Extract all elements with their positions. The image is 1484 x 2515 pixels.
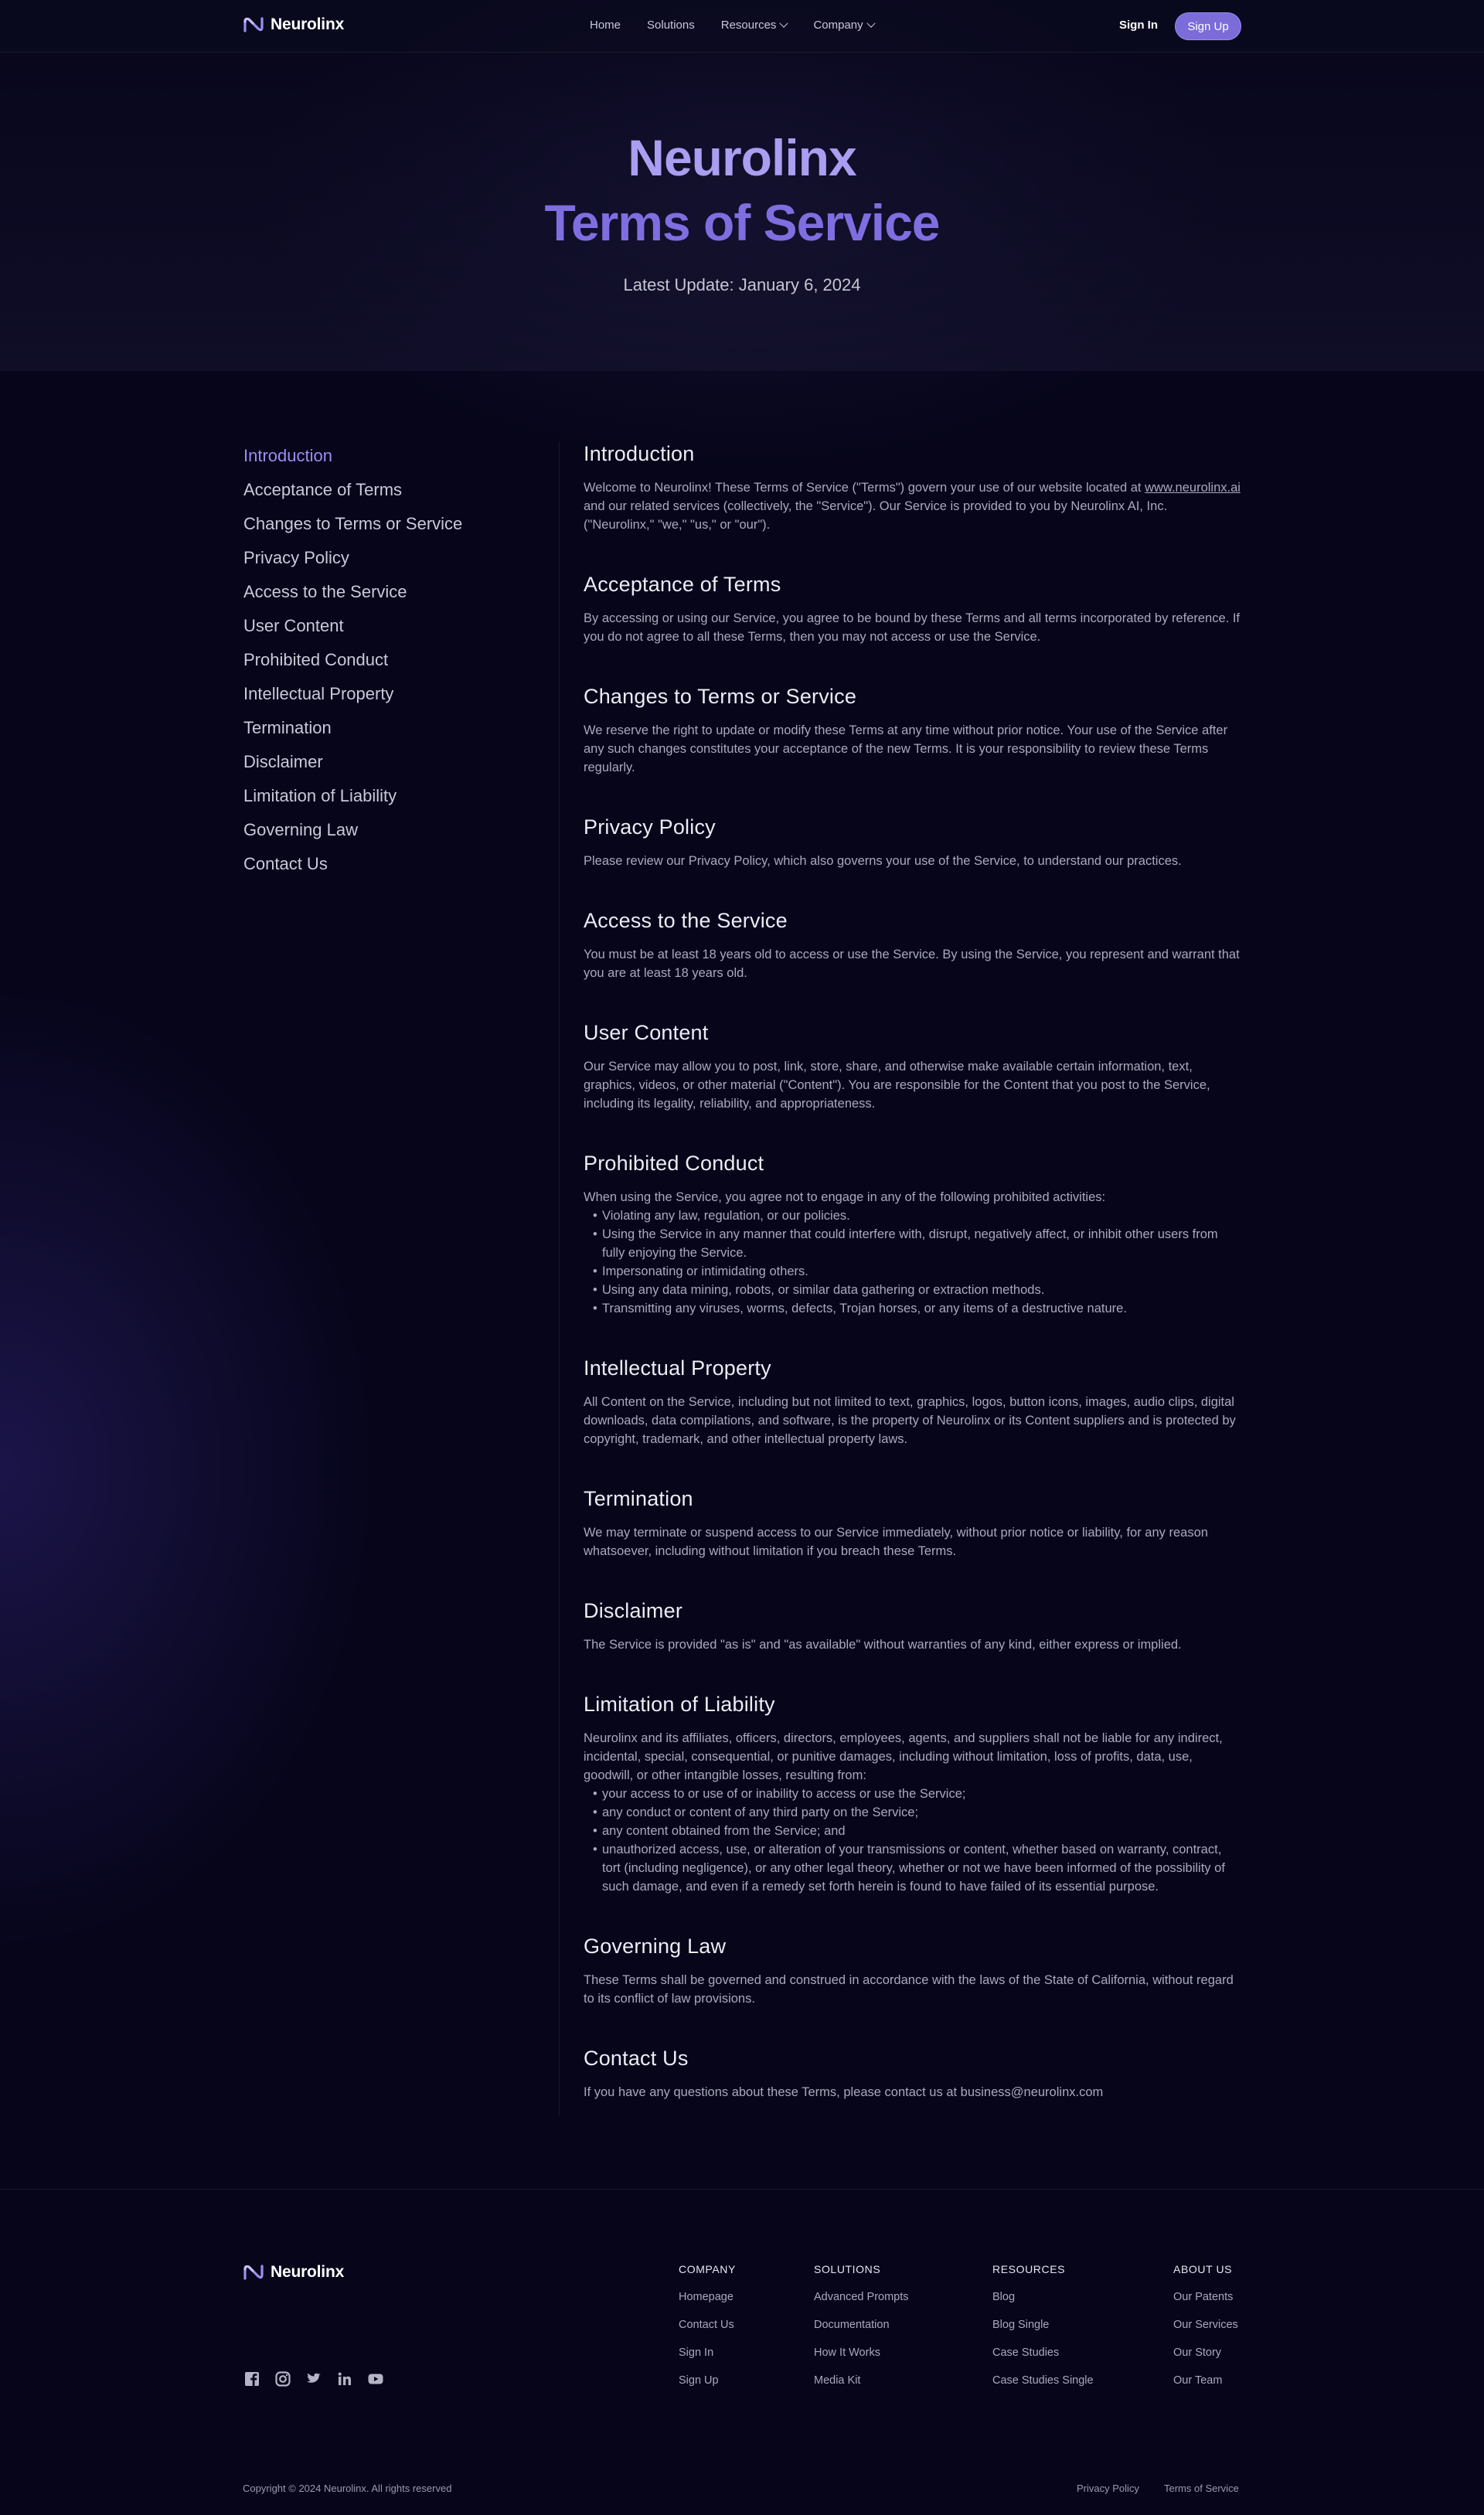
section-body	[584, 478, 1241, 534]
section-body: If you have any questions about these Terms, please contact us at business@neurolinx.com	[584, 2085, 1104, 2099]
section-body: By accessing or using our Service, you agree to be bound by these Terms and all terms incorporated by reference. If you do not agree to all these Terms, then you may not access or use the Service.	[584, 611, 1240, 644]
nav-solutions[interactable]	[647, 19, 695, 32]
logo-text: Neurolinx	[271, 2263, 345, 2281]
section-title: Governing Law	[584, 1935, 727, 1958]
section-body: Please review our Privacy Policy, which also governs your use of the Service, to understand our practices.	[584, 854, 1182, 868]
list-item: • Impersonating or intimidating others.	[593, 1262, 1241, 1281]
section-access	[584, 909, 1241, 982]
toc-disclaimer[interactable]: Disclaimer	[243, 752, 323, 771]
toc-contact-us[interactable]: Contact Us	[243, 854, 328, 873]
section-title: Intellectual Property	[584, 1356, 771, 1380]
section-title: Limitation of Liability	[584, 1693, 775, 1716]
toc-user-content[interactable]: User Content	[243, 616, 344, 635]
footer-link[interactable]: Our Story	[1173, 2347, 1222, 2359]
section-title: Privacy Policy	[584, 815, 716, 839]
section-governing-law	[584, 1935, 1241, 2008]
list-item: • Using the Service in any manner that could interfere with, disrupt, negatively affect, or inhibit other users from fully enjoying the Service.	[593, 1225, 1241, 1262]
last-updated-text: Latest Update: January 6, 2024	[623, 275, 861, 294]
section-title: User Content	[584, 1021, 709, 1044]
section-intellectual-property	[584, 1356, 1241, 1448]
table-of-contents	[243, 442, 537, 884]
nav-company[interactable]	[813, 19, 873, 32]
section-title: Changes to Terms or Service	[584, 685, 857, 708]
section-body: When using the Service, you agree not to engage in any of the following prohibited activities:	[584, 1190, 1106, 1204]
footer-link[interactable]: Blog	[992, 2291, 1016, 2303]
main-nav	[590, 19, 874, 32]
toc-access-to-service[interactable]: Access to the Service	[243, 582, 407, 601]
footer-column-title: ABOUT US	[1173, 2263, 1233, 2275]
nav-company-label: Company	[813, 19, 863, 32]
section-introduction	[584, 442, 1241, 534]
sign-up-button[interactable]: Sign Up	[1175, 12, 1241, 40]
section-title: Prohibited Conduct	[584, 1152, 764, 1175]
footer-column-title: SOLUTIONS	[814, 2263, 881, 2275]
section-body: We may terminate or suspend access to our Service immediately, without prior notice or liability, for any reason whatsoever, including without limitation if you breach these Terms.	[584, 1526, 1208, 1558]
footer-link[interactable]: Sign In	[679, 2347, 714, 2359]
chevron-down-icon	[780, 19, 788, 27]
nav-home-label: Home	[590, 19, 621, 32]
section-body: You must be at least 18 years old to access or use the Service. By using the Service, you represent and warrant that you are at least 18 years old.	[584, 948, 1240, 980]
footer-terms-link[interactable]: Terms of Service	[1164, 2483, 1239, 2494]
section-user-content	[584, 1021, 1241, 1113]
section-disclaimer	[584, 1599, 1241, 1654]
website-link[interactable]: www.neurolinx.ai	[1145, 481, 1241, 495]
list-item: • Transmitting any viruses, worms, defects, Trojan horses, or any items of a destructive nature.	[593, 1299, 1241, 1318]
footer-column-title: RESOURCES	[992, 2263, 1066, 2275]
footer-link[interactable]: Contact Us	[679, 2319, 734, 2331]
list-item: • any conduct or content of any third party on the Service;	[593, 1803, 1241, 1822]
section-prohibited	[584, 1152, 1241, 1318]
toc-prohibited-conduct[interactable]: Prohibited Conduct	[243, 650, 389, 669]
section-body: We reserve the right to update or modify these Terms at any time without prior notice. Your use of the Service after any such changes constitutes your acceptance of the new Terms. It is your responsibility to review these Terms regularly.	[584, 723, 1228, 774]
intro-text-end: and our related services (collectively, the "Service"). Our Service is provided to you by Neurolinx AI, Inc. ("Neurolinx," "we," "us," or "our").	[584, 499, 1168, 532]
hero-title-brand: Neurolinx	[628, 129, 856, 186]
footer-link[interactable]: Documentation	[814, 2319, 890, 2331]
logo-text: Neurolinx	[271, 15, 345, 33]
footer-link[interactable]: Advanced Prompts	[814, 2291, 909, 2303]
neurolinx-logo-icon	[243, 2263, 264, 2282]
section-title: Acceptance of Terms	[584, 573, 781, 596]
neurolinx-logo-icon	[243, 15, 264, 34]
toc-changes-to-terms[interactable]: Changes to Terms or Service	[243, 514, 463, 533]
footer-divider	[0, 2189, 1484, 2190]
footer-column-title: COMPANY	[679, 2263, 736, 2275]
section-title: Access to the Service	[584, 909, 788, 932]
footer-column-solutions	[814, 2263, 909, 2402]
footer-link[interactable]: Case Studies	[992, 2347, 1060, 2359]
intro-text-start: Welcome to Neurolinx! These Terms of Service ("Terms") govern your use of our website located at	[584, 481, 1142, 495]
social-links	[244, 2371, 383, 2387]
toc-privacy-policy[interactable]: Privacy Policy	[243, 548, 349, 567]
footer-column-about	[1173, 2263, 1238, 2402]
youtube-icon[interactable]	[368, 2371, 383, 2387]
footer-link[interactable]: Case Studies Single	[992, 2374, 1094, 2387]
nav-solutions-label: Solutions	[647, 19, 695, 32]
section-body: Neurolinx and its affiliates, officers, directors, employees, agents, and suppliers shall not be liable for any indirect, incidental, special, consequential, or punitive damages, including without limitation, loss of profits, data, use, goodwill, or other intangible losses, resulting from:	[584, 1731, 1223, 1782]
list-item: • any content obtained from the Service; and	[593, 1822, 1241, 1840]
terms-content	[584, 442, 1241, 2140]
twitter-icon[interactable]	[306, 2371, 322, 2387]
sign-in-link[interactable]: Sign In	[1119, 19, 1158, 32]
nav-home[interactable]	[590, 19, 621, 32]
section-contact	[584, 2047, 1241, 2102]
facebook-icon[interactable]	[244, 2371, 260, 2387]
toc-termination[interactable]: Termination	[243, 718, 332, 737]
chevron-down-icon	[866, 19, 875, 27]
toc-acceptance-of-terms[interactable]: Acceptance of Terms	[243, 480, 403, 499]
footer-link[interactable]: Blog Single	[992, 2319, 1050, 2331]
hero-title-page: Terms of Service	[544, 194, 940, 251]
section-title: Disclaimer	[584, 1599, 683, 1622]
section-changes	[584, 685, 1241, 777]
footer-link[interactable]: Media Kit	[814, 2374, 861, 2387]
list-item: • unauthorized access, use, or alteration of your transmissions or content, whether based on warranty, contract, tort (including negligence), or any other legal theory, whether or not we have been informed of the possibility of such damage, and even if a remedy set forth herein is found to have failed of its essential purpose.	[593, 1840, 1241, 1896]
footer-logo[interactable]	[243, 2263, 344, 2282]
footer-privacy-link[interactable]: Privacy Policy	[1077, 2483, 1139, 2494]
section-privacy	[584, 815, 1241, 870]
list-item: • Using any data mining, robots, or similar data gathering or extraction methods.	[593, 1281, 1241, 1299]
prohibited-list	[593, 1206, 1241, 1318]
nav-resources-label: Resources	[720, 19, 777, 32]
footer-link[interactable]: Our Services	[1173, 2319, 1238, 2331]
section-title: Introduction	[584, 442, 695, 465]
section-body: The Service is provided "as is" and "as available" without warranties of any kind, either express or implied.	[584, 1638, 1182, 1652]
instagram-icon[interactable]	[275, 2371, 291, 2387]
footer-link[interactable]: Homepage	[679, 2291, 733, 2303]
section-title: Termination	[584, 1487, 693, 1510]
liability-list	[593, 1785, 1241, 1896]
toc-intellectual-property[interactable]: Intellectual Property	[243, 684, 394, 703]
top-navbar	[0, 0, 1484, 53]
footer-link[interactable]: Our Team	[1173, 2374, 1223, 2387]
section-acceptance	[584, 573, 1241, 646]
footer-column-company	[679, 2263, 736, 2402]
section-liability	[584, 1693, 1241, 1896]
list-item: • your access to or use of or inability to access or use the Service;	[593, 1785, 1241, 1803]
linkedin-icon[interactable]	[337, 2371, 352, 2387]
copyright-text: Copyright © 2024 Neurolinx. All rights reserved	[243, 2483, 452, 2494]
footer-link[interactable]: Sign Up	[679, 2374, 719, 2387]
footer-link[interactable]: Our Patents	[1173, 2291, 1234, 2303]
section-title: Contact Us	[584, 2047, 689, 2070]
footer-link[interactable]: How It Works	[814, 2347, 880, 2359]
content-divider	[559, 442, 560, 2116]
footer-column-resources	[992, 2263, 1094, 2402]
toc-introduction[interactable]: Introduction	[243, 446, 332, 465]
hero-section	[0, 53, 1484, 371]
section-termination	[584, 1487, 1241, 1560]
toc-limitation-of-liability[interactable]: Limitation of Liability	[243, 786, 397, 805]
section-body: These Terms shall be governed and construed in accordance with the laws of the State of California, without regard to its conflict of law provisions.	[584, 1973, 1234, 2006]
toc-governing-law[interactable]: Governing Law	[243, 820, 358, 839]
list-item: • Violating any law, regulation, or our policies.	[593, 1206, 1241, 1225]
section-body: All Content on the Service, including but not limited to text, graphics, logos, button icons, images, audio clips, digital downloads, data compilations, and software, is the property of Neurolinx or its Content suppliers and is protected by copyright, trademark, and other intellectual property laws.	[584, 1395, 1236, 1446]
header-logo[interactable]	[243, 15, 344, 34]
nav-resources[interactable]	[721, 19, 788, 32]
section-body: Our Service may allow you to post, link, store, share, and otherwise make available certain information, text, graphics, videos, or other material ("Content"). You are responsible for the Content that you post to the Service, including its legality, reliability, and appropriateness.	[584, 1060, 1210, 1111]
